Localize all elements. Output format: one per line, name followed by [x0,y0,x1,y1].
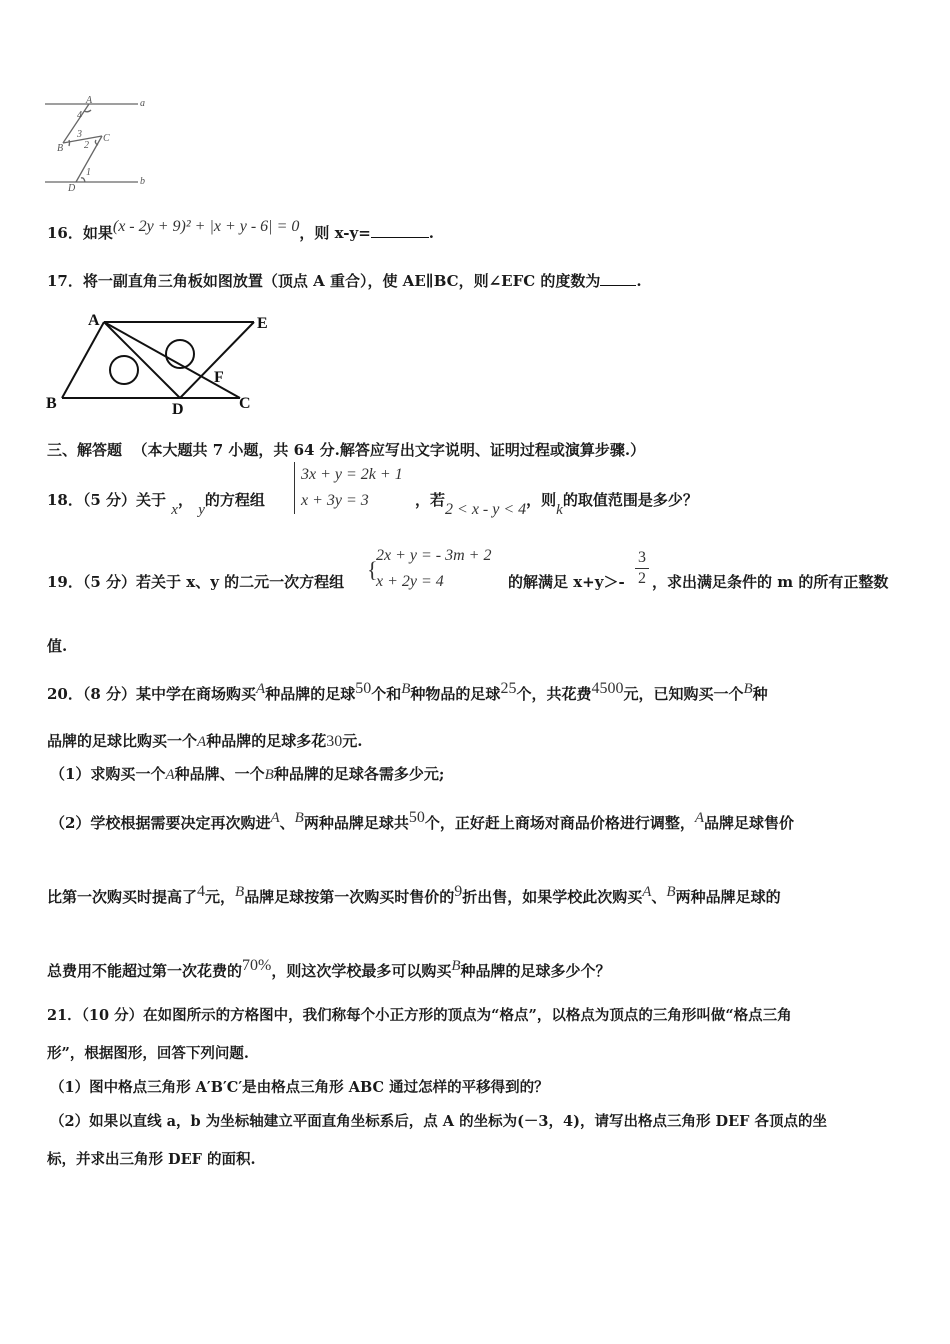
question-16: 16．如果(x - 2y + 9)² + |x + y - 6| = 0，则 x-y= . [47,218,435,242]
fig15-label-3: 3 [77,129,82,140]
question-19: 19．（5 分）若关于 x、y 的二元一次方程组 [47,573,345,591]
question-20-part2-line2: 比第一次购买时提高了$^4$元，$^B$品牌足球按第一次购买时售价的$^9$折出售，如果学校此次购买$^A$、$^B$两种品牌足球的 [47,883,781,906]
question-20-part1: （1）求购买一个A种品牌、一个B种品牌的足球各需多少元; [50,765,445,783]
fig15-label-c: C [103,133,110,144]
question-19-cont: 的解满足 x+y＞- [508,573,625,591]
section-title: 三、解答题 [47,441,123,459]
section-3-heading [47,439,645,460]
fig17-label-d: D [172,401,184,418]
fig15-label-a: A [86,95,93,106]
question-18-cont: ，若2 < x - y < 4，则k的取值范围是多少？ [415,491,698,518]
fig15-label-b: B [57,143,64,154]
q18-condition: 2 < x - y < 4 [445,501,527,518]
q18-equation-system [294,462,403,514]
fig17-label-c: C [239,395,251,412]
q16-equation: (x - 2y + 9)² + |x + y - 6| = 0 [112,218,300,235]
question-20-part2-line3: 总费用不能超过第一次花费的$^{70\%}$，则这次学校最多可以购买$^B$种品牌的足球多少个？ [47,957,611,980]
question-21-part2-line2: 标，并求出三角形 DEF 的面积. [47,1151,256,1168]
question-17: 17．将一副直角三角板如图放置（顶点 A 重合），使 AE∥BC，则∠EFC 的度数为 . [47,272,642,290]
fig15-label-d: D [68,183,76,193]
question-21-line1: 21．（10 分）在如图所示的方格图中，我们称每个小正方形的顶点为“格点”，以格点为顶点的三角形叫做“格点三角 [47,1007,792,1024]
fig17-label-a: A [88,312,100,329]
parallel-lines-figure [40,93,150,193]
question-21-part2: （2）如果以直线 a，b 为坐标轴建立平面直角坐标系后，点 A 的坐标为(－3，4)，请写出格点三角形 DEF 各顶点的坐 [50,1113,827,1130]
section-desc: （本大题共 7 小题，共 64 分.解答应写出文字说明、证明过程或演算步骤.） [132,441,646,459]
fig15-label-line-a: a [140,98,145,109]
q19-eq1: 2x + y = - 3m + 2 [376,547,492,564]
q19-fraction: 3 2 [635,548,649,589]
fig15-label-line-b: b [140,176,145,187]
q16-answer-blank[interactable] [371,237,429,238]
q18-eq1: 3x + y = 2k + 1 [301,466,403,483]
q17-answer-blank[interactable] [600,285,636,286]
fig17-label-b: B [46,395,57,412]
question-20-line1: 20．（8 分）某中学在商场购买$^A$种品牌的足球$^{50}$个和$^B$种物品的足球$^{25}$个，共花费$^{4500}$元，已知购买一个$^B$种 [47,680,768,703]
question-18: 18．（5 分）关于 x， y的方程组 [47,491,265,518]
question-19-tail: ，求出满足条件的 m 的所有正整数 [652,573,889,591]
question-21-line2: 形”，根据图形，回答下列问题. [47,1045,249,1062]
question-19-tail2: 值. [47,637,68,655]
question-20-part2: （2）学校根据需要决定再次购进$^A$、$^B$两种品牌足球共$^{50}$个，正好赶上商场对商品价格进行调整，$^A$品牌足球售价 [50,809,795,832]
triangle-plates-figure [42,308,282,418]
question-21-part1: （1）图中格点三角形 A′B′C′是由格点三角形 ABC 通过怎样的平移得到的？ [50,1079,549,1096]
fig15-label-4: 4 [77,110,82,121]
question-20-line2: 品牌的足球比购买一个A种品牌的足球多花30元. [47,732,363,750]
fig17-label-f: F [214,369,224,386]
fig17-label-e: E [257,315,268,332]
q19-eq2: x + 2y = 4 [376,573,444,590]
fig15-label-2: 2 [84,140,89,151]
q19-equation-system: { 2x + y = - 3m + 2 x + 2y = 4 [367,543,491,595]
fig15-label-1: 1 [86,167,91,178]
q18-eq2: x + 3y = 3 [301,492,369,509]
